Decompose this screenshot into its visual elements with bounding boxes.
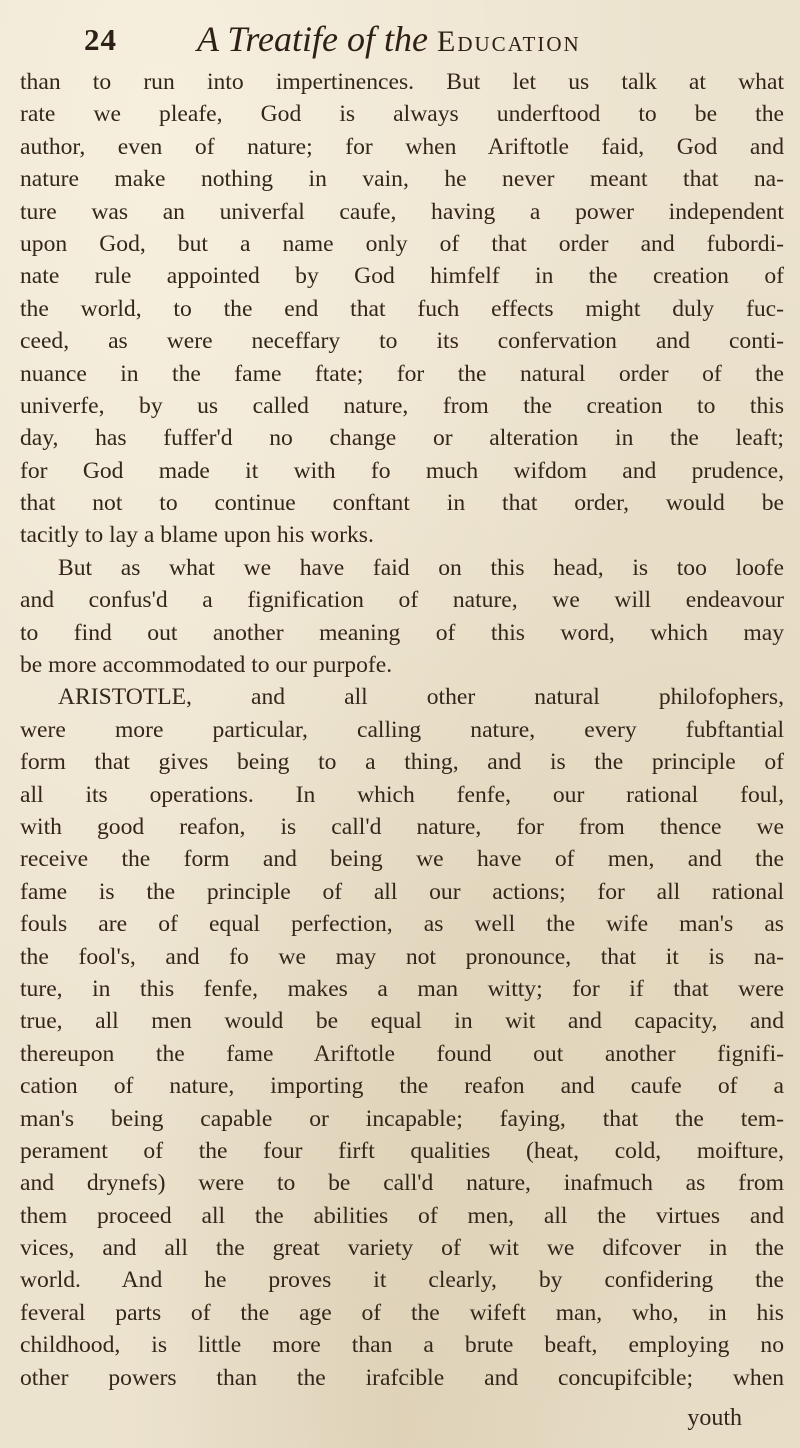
text-line-content: the world, to the end that fuch effects might duly fuc-	[20, 295, 784, 322]
text-line-content: ceed, as were neceffary to its confervation and conti-	[20, 328, 784, 355]
text-line-content: day, has fuffer'd no change or alteration in the leaft;	[20, 425, 784, 452]
running-title-prefix: A Treatife of the	[197, 19, 428, 59]
text-line	[20, 584, 784, 616]
text-line	[20, 746, 784, 778]
text-line-content: nate rule appointed by God himfelf in the creation of	[20, 263, 784, 290]
text-line	[20, 681, 784, 713]
text-line-content: be more accommodated to our purpofe.	[20, 652, 393, 679]
text-line	[20, 131, 784, 163]
text-line-content: nuance in the fame ftate; for the natural order of the	[20, 360, 784, 387]
text-line	[20, 811, 784, 843]
catchword: youth	[687, 1405, 742, 1431]
text-line-content: than to run into impertinences. But let us talk at what	[20, 69, 784, 95]
text-line-content: fouls are of equal perfection, as well the wife man's as	[20, 911, 784, 938]
text-line	[20, 163, 784, 195]
text-line	[20, 455, 784, 487]
text-line-content: ture, in this fenfe, makes a man witty; for if that were	[20, 975, 784, 1002]
text-line-content: rate we pleafe, God is always underftood to be the	[20, 101, 784, 128]
text-line-content: cation of nature, importing the reafon and caufe of a	[20, 1073, 784, 1100]
text-line	[20, 228, 784, 260]
text-line	[20, 1038, 784, 1070]
text-line-content: and drynefs) were to be call'd nature, inafmuch as from	[20, 1170, 784, 1197]
text-line-content: them proceed all the abilities of men, all the virtues and	[20, 1202, 784, 1229]
text-line-content: feveral parts of the age of the wifeft man, who, in his	[20, 1299, 784, 1326]
running-title	[197, 18, 581, 60]
text-line-content: and confus'd a fignification of nature, we will endeavour	[20, 587, 784, 614]
text-line	[20, 973, 784, 1005]
text-line	[20, 876, 784, 908]
text-line	[20, 390, 784, 422]
running-head	[84, 18, 760, 62]
text-line	[20, 617, 784, 649]
text-line-content: true, all men would be equal in wit and capacity, and	[20, 1008, 784, 1035]
text-line-content: fame is the principle of all our actions; for all rational	[20, 878, 784, 905]
text-line	[20, 649, 784, 681]
text-line	[20, 941, 784, 973]
text-line-content: were more particular, calling nature, every fubftantial	[20, 716, 784, 743]
text-line	[20, 1264, 784, 1296]
text-line	[20, 98, 784, 130]
text-line	[20, 908, 784, 940]
text-line-content: form that gives being to a thing, and is the principle of	[20, 749, 784, 776]
text-line-content: other powers than the irafcible and concupifcible; when	[20, 1364, 784, 1391]
text-line-content: univerfe, by us called nature, from the creation to this	[20, 392, 784, 419]
text-line	[20, 422, 784, 454]
text-line	[20, 487, 784, 519]
text-line	[20, 843, 784, 875]
text-line-content: world. And he proves it clearly, by confidering the	[20, 1267, 784, 1294]
text-line	[20, 66, 784, 98]
text-line-content: perament of the four firft qualities (heat, cold, moifture,	[20, 1137, 784, 1164]
text-line-content: tacitly to lay a blame upon his works.	[20, 522, 374, 549]
text-line-content: childhood, is little more than a brute beaft, employing no	[20, 1332, 784, 1359]
text-line	[20, 779, 784, 811]
text-line-content: thereupon the fame Ariftotle found out another fignifi-	[20, 1040, 784, 1067]
text-line	[20, 1103, 784, 1135]
text-line-content: man's being capable or incapable; faying, that the tem-	[20, 1105, 784, 1132]
text-line-content: But as what we have faid on this head, is too loofe	[58, 554, 784, 581]
text-line-content: receive the form and being we have of men, and the	[20, 846, 784, 873]
text-line-content: ture was an univerfal caufe, having a power independent	[20, 198, 784, 225]
text-line-content: nature make nothing in vain, he never meant that na-	[20, 166, 784, 193]
text-line-content: the fool's, and fo we may not pronounce, that it is na-	[20, 943, 784, 970]
text-line	[20, 1167, 784, 1199]
text-line	[20, 358, 784, 390]
page-number: 24	[84, 22, 117, 57]
text-line-content: with good reafon, is call'd nature, for from thence we	[20, 813, 784, 840]
text-line-content: vices, and all the great variety of wit we difcover in the	[20, 1235, 784, 1262]
text-line	[20, 260, 784, 292]
text-line	[20, 519, 784, 551]
text-line	[20, 1005, 784, 1037]
text-line-content: ARISTOTLE, and all other natural philofophers,	[58, 684, 784, 711]
text-line	[20, 325, 784, 357]
text-line	[20, 1297, 784, 1329]
text-line-content: for God made it with fo much wifdom and prudence,	[20, 457, 784, 484]
body-text	[20, 66, 784, 1394]
text-line	[20, 552, 784, 584]
text-line	[20, 1329, 784, 1361]
text-line-content: all its operations. In which fenfe, our rational foul,	[20, 781, 784, 808]
text-line	[20, 196, 784, 228]
text-line	[20, 1232, 784, 1264]
text-line	[20, 1362, 784, 1394]
running-title-caps: Education	[437, 25, 581, 58]
text-line-content: author, even of nature; for when Ariftotle faid, God and	[20, 133, 784, 160]
text-line	[20, 1070, 784, 1102]
text-line	[20, 293, 784, 325]
text-line	[20, 714, 784, 746]
text-line	[20, 1135, 784, 1167]
text-line-content: that not to continue conftant in that order, would be	[20, 490, 784, 517]
text-line	[20, 1200, 784, 1232]
text-line-content: to find out another meaning of this word, which may	[20, 619, 784, 646]
text-line-content: upon God, but a name only of that order and fubordi-	[20, 230, 784, 257]
